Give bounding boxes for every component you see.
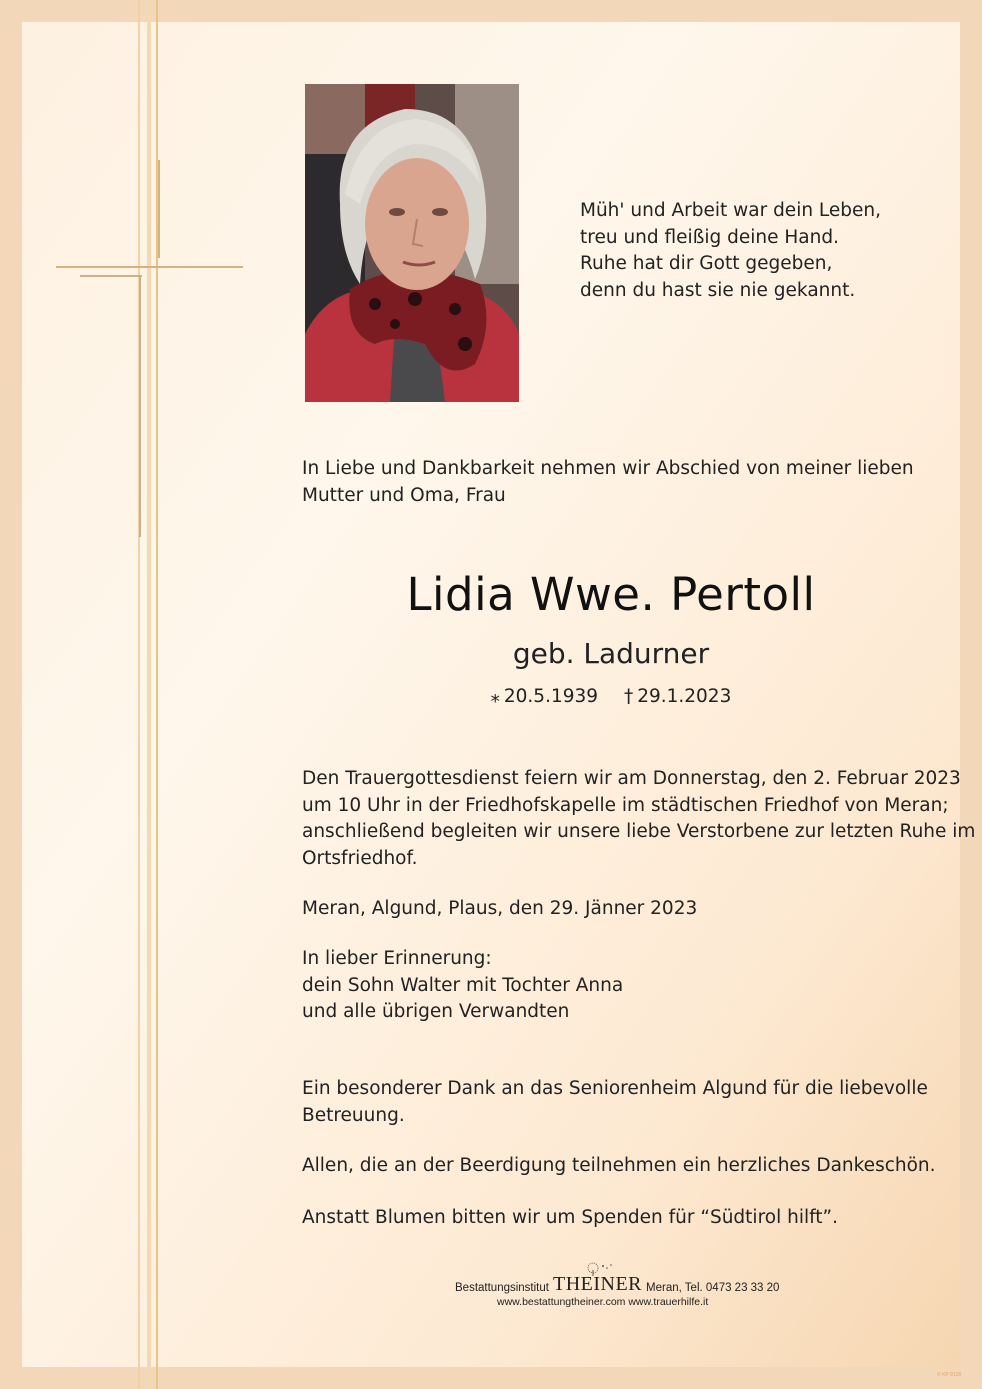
birth-icon: ⁎	[490, 686, 500, 707]
brand-name: THEINER	[552, 1273, 643, 1295]
mourners-line: dein Sohn Walter mit Tochter Anna	[302, 974, 624, 996]
thanks-nursing-home	[302, 1076, 928, 1129]
footer-contact: Meran, Tel. 0473 23 33 20	[646, 1282, 780, 1294]
mourners-line: In lieber Erinnerung:	[302, 948, 492, 969]
deceased-name: Lidia Wwe. Pertoll	[406, 568, 816, 621]
funeral-home-logo	[553, 1274, 642, 1294]
footer-prefix: Bestattungsinstitut	[455, 1282, 549, 1294]
service-line: Den Trauergottesdienst feiern wir am Donnerstag, den 2. Februar 2023	[302, 768, 961, 789]
thanks-line: Betreuung.	[302, 1104, 405, 1126]
intro-line: In Liebe und Dankbarkeit nehmen wir Abschied von meiner lieben	[302, 458, 914, 479]
poem	[580, 198, 881, 304]
thanks-line: Ein besonderer Dank an das Seniorenheim Algund für die liebevolle	[302, 1078, 928, 1099]
service-line: anschließend begleiten wir unsere liebe Verstorbene zur letzten Ruhe im	[302, 821, 976, 842]
print-code: © KP 9128	[937, 1372, 962, 1378]
funeral-home-footer	[455, 1273, 780, 1308]
birth-date-group	[491, 686, 598, 707]
poem-line: Ruhe hat dir Gott gegeben,	[580, 253, 833, 274]
tree-icon	[581, 1262, 621, 1276]
donation-request: Anstatt Blumen bitten wir um Spenden für “Südtirol hilft”.	[302, 1207, 839, 1228]
death-cross-icon: †	[623, 686, 634, 707]
intro-text	[302, 456, 914, 509]
death-date: 29.1.2023	[637, 686, 732, 707]
death-date-group	[624, 686, 731, 707]
birth-date: 20.5.1939	[503, 686, 599, 707]
portrait-photo	[305, 84, 519, 402]
mourners-line: und alle übrigen Verwandten	[302, 1001, 570, 1022]
place-date: Meran, Algund, Plaus, den 29. Jänner 2023	[302, 898, 698, 919]
intro-line: Mutter und Oma, Frau	[302, 484, 506, 506]
thanks-attendees: Allen, die an der Beerdigung teilnehmen ein herzliches Dankeschön.	[302, 1155, 936, 1176]
service-line: um 10 Uhr in der Friedhofskapelle im städtischen Friedhof von Meran;	[302, 794, 949, 816]
mourners	[302, 946, 623, 1026]
maiden-name: geb. Ladurner	[512, 637, 710, 670]
poem-line: treu und fleißig deine Hand.	[580, 226, 839, 248]
life-dates	[0, 686, 982, 707]
service-text	[302, 766, 975, 872]
poem-line: Müh' und Arbeit war dein Leben,	[580, 200, 882, 221]
service-line: Ortsfriedhof.	[302, 847, 418, 869]
footer-web: www.bestattungtheiner.com www.trauerhilfe.it	[497, 1296, 709, 1308]
poem-line: denn du hast sie nie gekannt.	[580, 279, 856, 301]
